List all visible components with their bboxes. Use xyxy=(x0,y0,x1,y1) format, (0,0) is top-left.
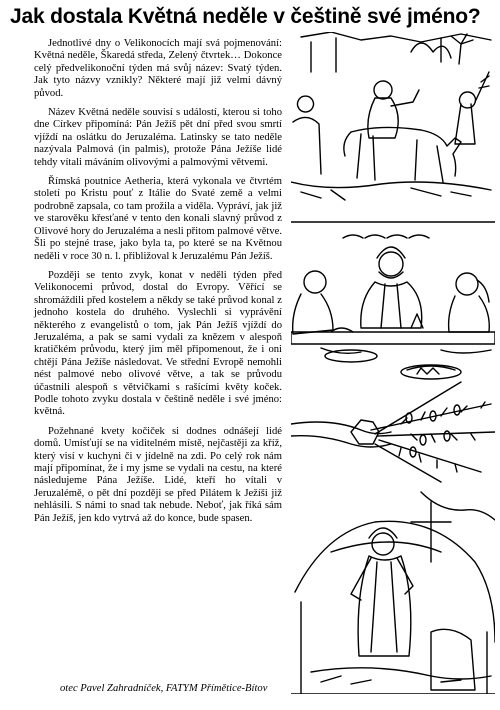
author-signature: otec Pavel Zahradníček, FATYM Přímětice-Bítov xyxy=(60,683,268,694)
paragraph: Název Květná neděle souvisí s událostí, kterou si toho dne Církev připomíná: Pán Ježíš pět dní před svou smrtí vjíždí na oslátku do Jeruzaléma. Latinsky se tato neděle nazývala Palmová (in palmis), protože Pána Ježíše lidé tehdy vítali máváním olivovými a palmovými větvemi. xyxy=(34,107,282,168)
entry-into-jerusalem-illustration xyxy=(291,32,491,200)
paragraph: Římská poutnice Aetheria, která vykonala ve čtvrtém století po Kristu pouť z Itálie do Svaté země a velmi podrobně zapsala, co tam prožila a viděla. Vypráví, jak již ve starověku křesťané v tento den konali slavný průvod z Olivové hory do Jeruzaléma a nesli přitom palmové větve. Šli po stejné trase, jako byla ta, po které se na Květnou neděli v roce 30 n. l. přibližoval k Jeruzalému Pán Ježíš. xyxy=(34,176,282,262)
paragraph: Jednotlivé dny o Velikonocích mají svá pojmenování: Květná neděle, Škaredá středa, Zelený čtvrtek… Dokonce celý předvelikonoční týden má svůj název: Svatý týden. Jak tyto názvy vznikly? Některé mají již velmi dávný původ. xyxy=(34,38,282,99)
last-supper-illustration xyxy=(291,222,495,379)
paragraph: Později se tento zvyk, konat v neděli týden před Velikonocemi průvod, dostal do Evropy. Věřící se shromáždili před kostelem a někdy se také průvod konal z jednoho kostela do druhého. Vyslechli si vyprávění některého z evangelistů o tom, jak Pán Ježíš vjíždí do Jeruzaléma, a pak se sami vydali za knězem v alespoň kratičkém průvodu, který jim měl připomenout, že i oni chtějí Pána Ježíše následovat. Ve střední Evropě nemohli nést palmové nebo olivové větve, a tak se průvodu účastnili alespoň s větvičkami s rašícími květy koček. Podle tohoto zvyku dostala v češtině neděle i své jméno: květná. xyxy=(34,269,282,418)
article-body xyxy=(34,38,282,532)
paragraph: Požehnané kvety kočiček si dodnes odnášejí lidé domů. Umísťují se na viditelném místě, nejčastěji za kříž, který visí v kuchyni či v jídelně na zdi. Po celý rok nám mají připomínat, že i my jsme se vydali na cestu, na které následujeme Pána Ježíše. Lidé, kteří ho vítali v Jeruzalémě, o pět dní později se před Pilátem k Ježíši již nehlásili. S námi to snad tak nebude. Neboť, jak říká sám Pán Ježíš, jen kdo vytrvá až do konce, bude spasen. xyxy=(34,425,282,524)
illustration-column xyxy=(291,32,495,694)
resurrection-illustration xyxy=(291,502,495,694)
branches-illustration xyxy=(291,382,495,520)
article-title: Jak dostala Květná neděle v češtině své jméno? xyxy=(10,5,481,28)
